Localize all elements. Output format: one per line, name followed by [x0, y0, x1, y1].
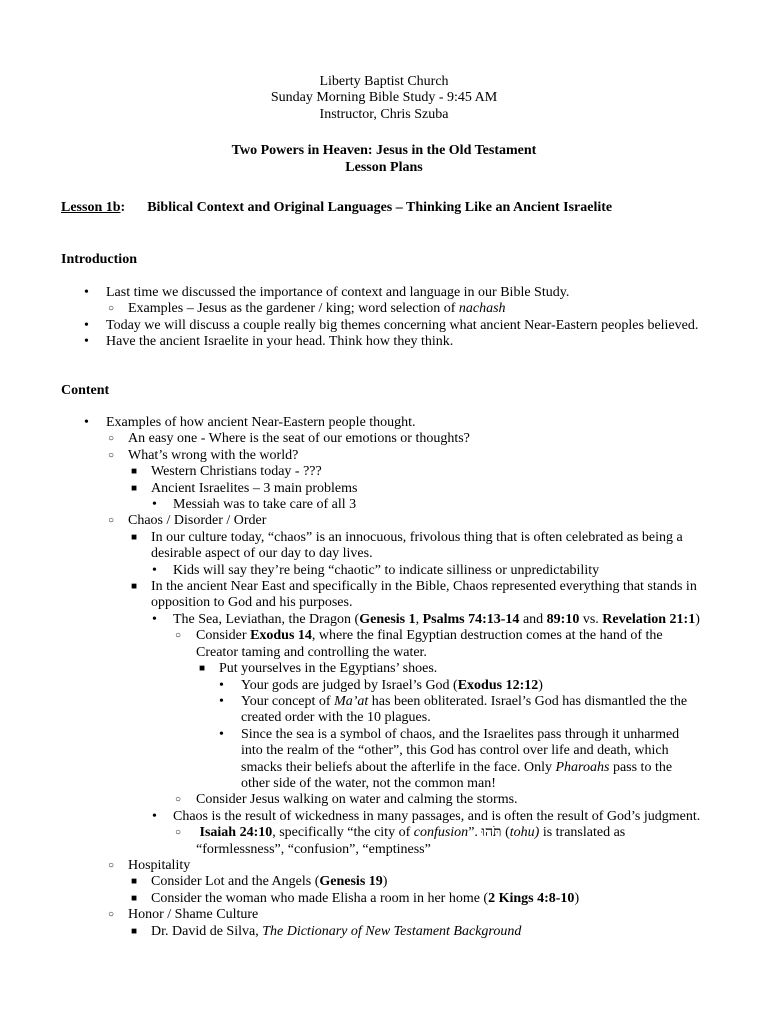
- square-bullet-icon: ■: [131, 482, 138, 494]
- list-item: ○ An easy one - Where is the seat of our emotions or thoughts?: [108, 431, 470, 447]
- bullet-icon: •: [152, 562, 157, 578]
- circle-bullet-icon: ○: [108, 515, 115, 527]
- list-item: • Messiah was to take care of all 3: [152, 497, 357, 513]
- introduction-list: [0, 285, 768, 351]
- content-heading: Content: [61, 383, 110, 398]
- list-item: • Your concept of Ma’at has been obliterated. Israel’s God has dismantled the the created order with the 10 plagues.: [219, 693, 688, 726]
- list-item: ○ Consider Exodus 14, where the final Egyptian destruction comes at the hand of the Creator taming and controlling the water.: [175, 628, 663, 660]
- square-bullet-icon: ■: [131, 466, 138, 478]
- list-item: • Today we will discuss a couple really big themes concerning what ancient Near-Eastern peoples believed.: [84, 317, 699, 333]
- page-subtitle: Lesson Plans: [345, 159, 423, 175]
- list-item: ○ Hospitality: [108, 857, 191, 873]
- circle-bullet-icon: ○: [108, 909, 115, 921]
- lesson-title: Biblical Context and Original Languages – Thinking Like an Ancient Israelite: [147, 200, 613, 215]
- list-item: ○ Isaiah 24:10, specifically “the city of confusion”. תֹּהוּ (tohu) is translated as “formlessness”, “confusion”, “emptiness”: [175, 825, 626, 857]
- list-item: ■ Western Christians today - ???: [131, 464, 322, 480]
- square-bullet-icon: ■: [199, 663, 206, 675]
- list-item: • Last time we discussed the importance of context and language in our Bible Study.: [84, 285, 570, 300]
- list-item: ○ Consider Jesus walking on water and calming the storms.: [175, 792, 518, 808]
- list-item: • Have the ancient Israelite in your head. Think how they think.: [84, 334, 454, 350]
- bullet-icon: •: [84, 334, 89, 350]
- header-block: [0, 74, 768, 176]
- content-list: [0, 415, 768, 940]
- bullet-icon: •: [152, 497, 157, 513]
- list-item: ■ In the ancient Near East and specifically in the Bible, Chaos represented everything that stands in opposition to God and his purposes.: [131, 579, 697, 611]
- list-item: ○ Honor / Shame Culture: [108, 907, 259, 923]
- page-title: Two Powers in Heaven: Jesus in the Old Testament: [231, 143, 537, 159]
- bullet-icon: •: [219, 726, 224, 742]
- bullet-icon: •: [84, 285, 89, 300]
- circle-bullet-icon: ○: [108, 859, 115, 871]
- bullet-icon: •: [84, 415, 89, 430]
- circle-bullet-icon: ○: [108, 433, 115, 445]
- church-name: Liberty Baptist Church: [319, 74, 449, 89]
- list-item: ■ Consider the woman who made Elisha a room in her home (2 Kings 4:8-10): [131, 890, 580, 906]
- service-time: Sunday Morning Bible Study - 9:45 AM: [270, 90, 498, 106]
- list-item: ■ Dr. David de Silva, The Dictionary of New Testament Background: [131, 923, 522, 939]
- list-item: • Your gods are judged by Israel’s God (Exodus 12:12): [219, 677, 543, 693]
- bullet-icon: •: [219, 677, 224, 693]
- list-item: ■ In our culture today, “chaos” is an innocuous, frivolous thing that is often celebrated as being a desirable aspect of our day to day lives.: [131, 529, 683, 562]
- introduction-heading: Introduction: [61, 252, 137, 267]
- square-bullet-icon: ■: [131, 531, 138, 543]
- bullet-icon: •: [152, 611, 157, 627]
- list-item: • Examples of how ancient Near-Eastern people thought.: [84, 415, 416, 430]
- list-item: ○ Chaos / Disorder / Order: [108, 513, 267, 529]
- instructor: Instructor, Chris Szuba: [319, 106, 449, 122]
- list-item: • The Sea, Leviathan, the Dragon (Genesis 1, Psalms 74:13-14 and 89:10 vs. Revelation 21:1): [152, 611, 700, 627]
- lesson-number: Lesson 1b: [61, 200, 121, 215]
- bullet-icon: •: [152, 808, 157, 824]
- circle-bullet-icon: ○: [175, 794, 182, 806]
- list-item: • Since the sea is a symbol of chaos, and the Israelites pass through it unharmed into the realm of the “other”, this God has control over life and death, which smacks their beliefs about the afterlife in the face. Only Pharoahs pass to the other side of the water, not the common man!: [219, 726, 680, 791]
- circle-bullet-icon: ○: [108, 449, 115, 461]
- circle-bullet-icon: ○: [175, 827, 182, 839]
- list-item: ○ What’s wrong with the world?: [108, 447, 299, 463]
- list-item: • Chaos is the result of wickedness in many passages, and is often the result of God’s judgment.: [152, 808, 701, 824]
- circle-bullet-icon: ○: [108, 303, 115, 315]
- lesson-heading: [61, 200, 741, 216]
- list-item: ■ Ancient Israelites – 3 main problems: [131, 480, 358, 496]
- list-item: ■ Put yourselves in the Egyptians’ shoes.: [199, 661, 438, 677]
- bullet-icon: •: [84, 317, 89, 333]
- square-bullet-icon: ■: [131, 925, 138, 937]
- circle-bullet-icon: ○: [175, 630, 182, 642]
- bullet-icon: •: [219, 693, 224, 709]
- list-item: ○ Examples – Jesus as the gardener / king; word selection of nachash: [108, 301, 506, 317]
- square-bullet-icon: ■: [131, 581, 138, 593]
- list-item: • Kids will say they’re being “chaotic” to indicate silliness or unpredictability: [152, 562, 600, 578]
- square-bullet-icon: ■: [131, 876, 138, 888]
- square-bullet-icon: ■: [131, 892, 138, 904]
- list-item: ■ Consider Lot and the Angels (Genesis 19): [131, 874, 388, 890]
- lesson-colon: :: [120, 200, 126, 215]
